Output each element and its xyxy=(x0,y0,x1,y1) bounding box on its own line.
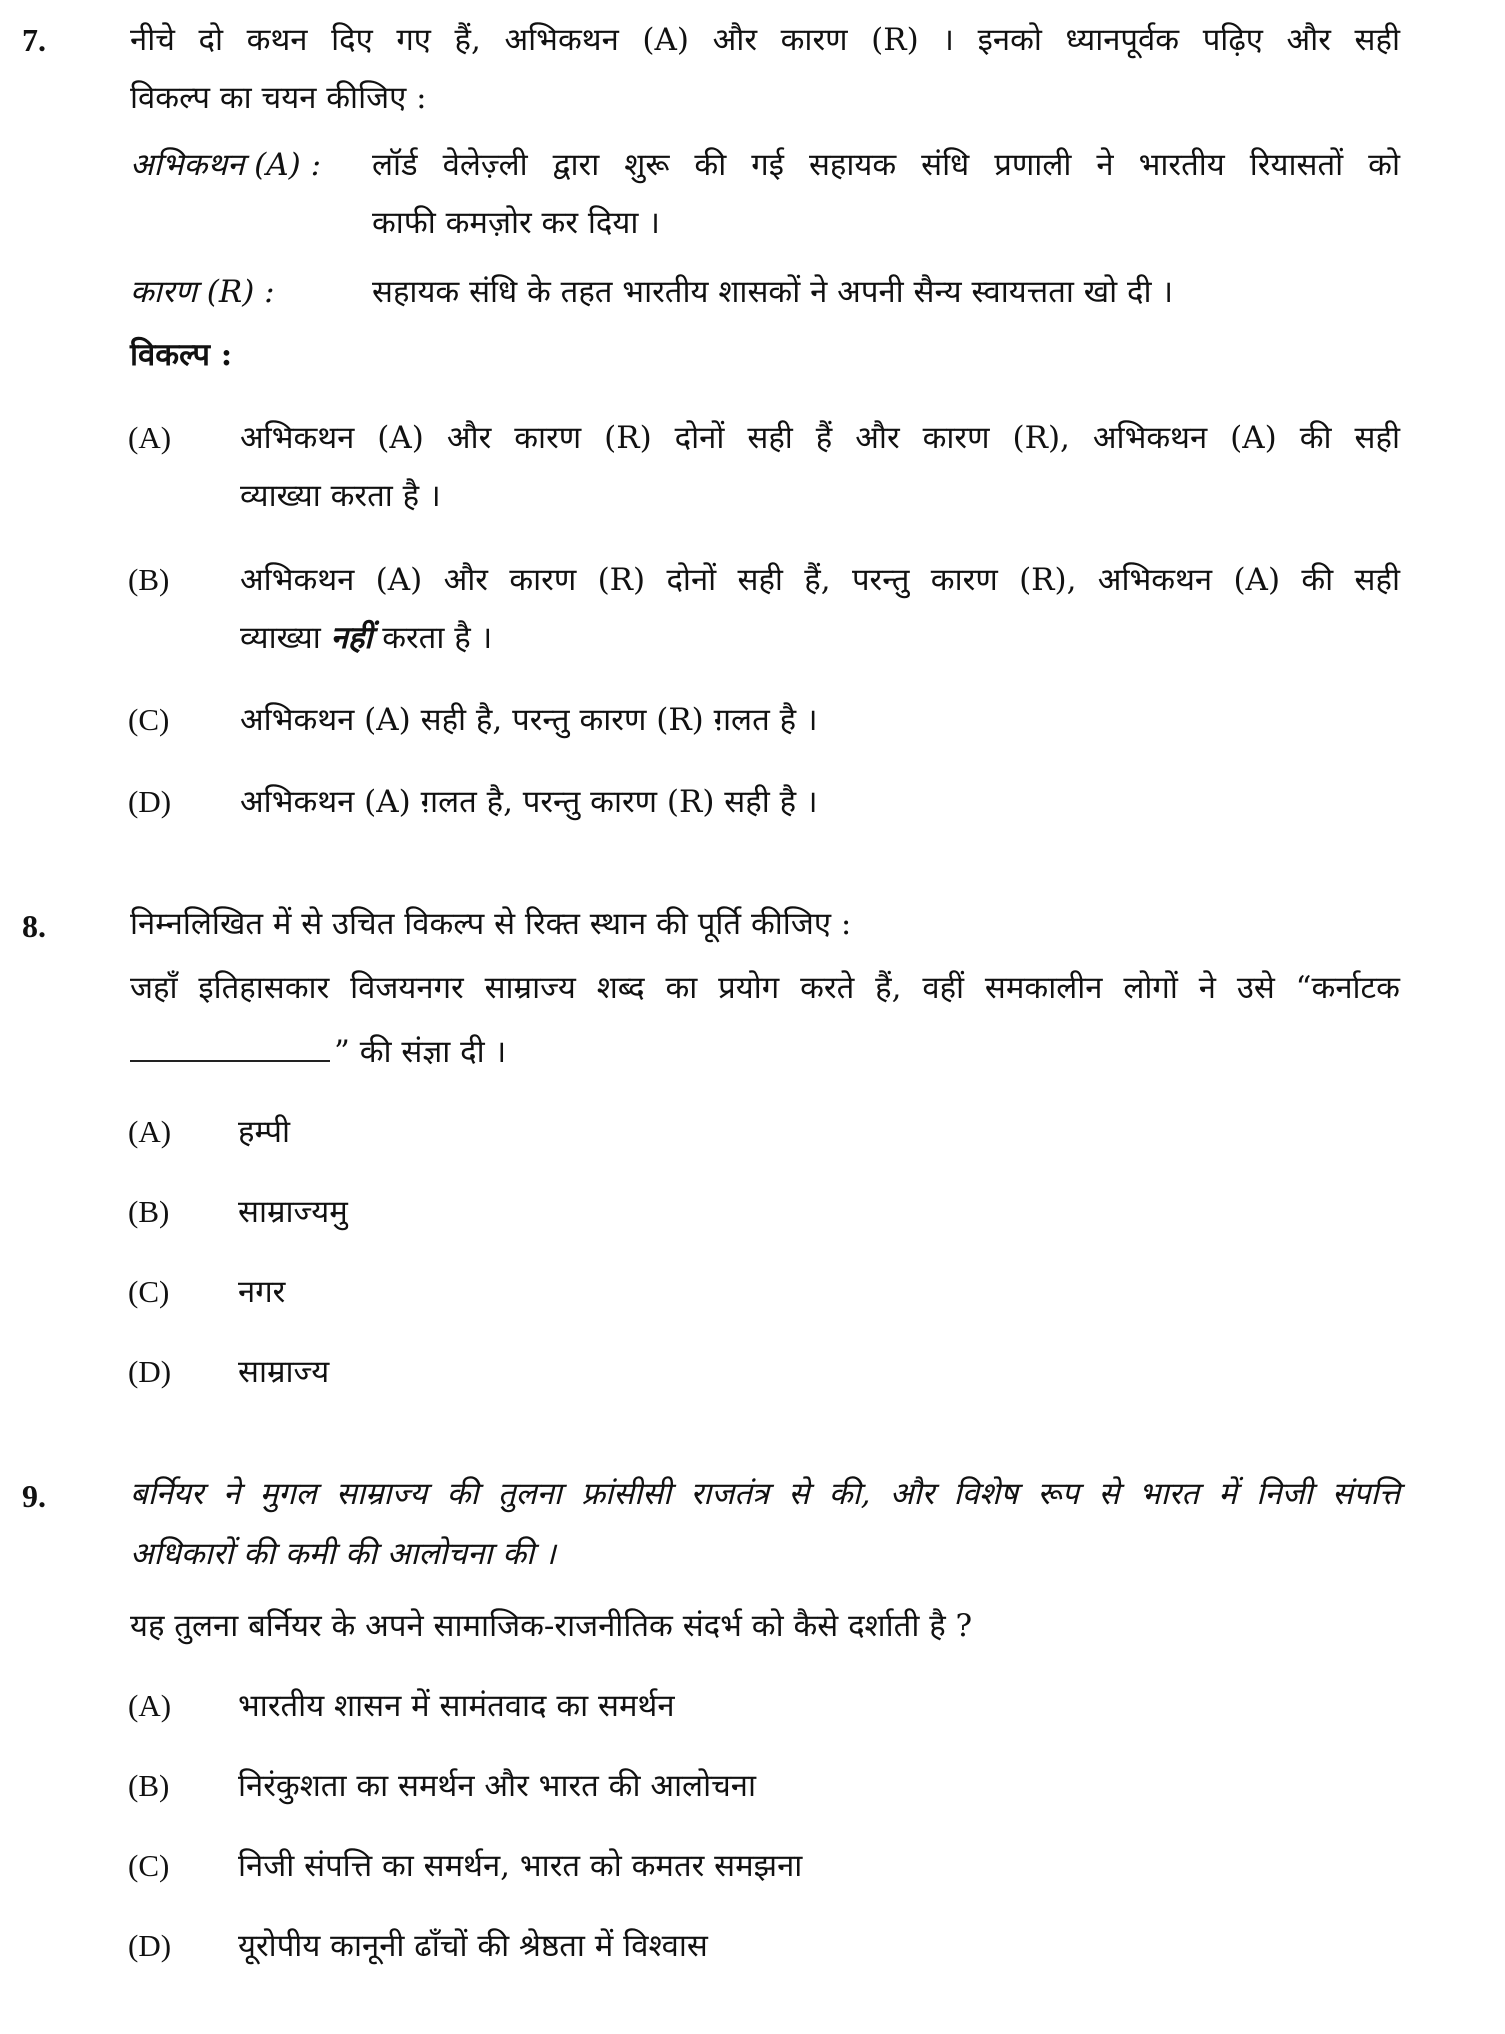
question-number: 8. xyxy=(22,908,46,944)
option-text: अभिकथन (A) और कारण (R) दोनों सही हैं, परन्तु कारण (R), अभिकथन (A) की सही xyxy=(240,562,1400,598)
assertion-text: लॉर्ड वेलेज़्ली द्वारा शुरू की गई सहायक संधि प्रणाली ने भारतीय रियासतों को xyxy=(372,147,1400,183)
option-label: (C) xyxy=(128,1274,170,1309)
blank-space xyxy=(130,1030,330,1062)
option-text-continued: व्याख्या करता है । xyxy=(240,478,441,514)
options-heading: विकल्प : xyxy=(130,337,233,373)
option-text-part: करता है । xyxy=(382,620,493,656)
question-stem-tail: ” की संज्ञा दी । xyxy=(334,1034,507,1070)
option-label: (B) xyxy=(128,1768,170,1803)
question-prompt: यह तुलना बर्नियर के अपने सामाजिक-राजनीतिक संदर्भ को कैसे दर्शाती है ? xyxy=(130,1608,973,1644)
option-label: (C) xyxy=(128,702,170,737)
option-label: (D) xyxy=(128,1928,172,1963)
question-stem: बर्नियर ने मुगल साम्राज्य की तुलना फ्रांसीसी राजतंत्र से की, और विशेष रूप से भारत में निजी संपत्ति xyxy=(130,1476,1400,1512)
question-stem-continued: विकल्प का चयन कीजिए : xyxy=(130,80,427,116)
assertion-label: अभिकथन (A) : xyxy=(130,147,322,183)
option-text: हम्पी xyxy=(238,1114,290,1150)
assertion-text-continued: काफी कमज़ोर कर दिया । xyxy=(372,205,660,241)
option-label: (B) xyxy=(128,562,170,597)
option-text: भारतीय शासन में सामंतवाद का समर्थन xyxy=(238,1688,675,1724)
option-label: (A) xyxy=(128,1114,172,1149)
option-text: यूरोपीय कानूनी ढाँचों की श्रेष्ठता में विश्वास xyxy=(238,1928,708,1964)
question-stem-continued: जहाँ इतिहासकार विजयनगर साम्राज्य शब्द का प्रयोग करते हैं, वहीं समकालीन लोगों ने उसे “कर्नाटक xyxy=(130,970,1400,1006)
question-stem: निम्नलिखित में से उचित विकल्प से रिक्त स्थान की पूर्ति कीजिए : xyxy=(130,906,852,942)
option-text: अभिकथन (A) ग़लत है, परन्तु कारण (R) सही है । xyxy=(240,784,818,820)
option-text-part: व्याख्या xyxy=(240,620,321,656)
option-text: अभिकथन (A) सही है, परन्तु कारण (R) ग़लत है । xyxy=(240,702,818,738)
option-text-continued xyxy=(240,618,492,658)
emphasis-not: नहीं xyxy=(330,620,373,656)
option-label: (A) xyxy=(128,1688,172,1723)
reason-text: सहायक संधि के तहत भारतीय शासकों ने अपनी सैन्य स्वायत्तता खो दी । xyxy=(372,274,1174,310)
option-label: (B) xyxy=(128,1194,170,1229)
fill-blank-line xyxy=(130,1030,506,1072)
question-number: 7. xyxy=(22,22,46,58)
option-text: निरंकुशता का समर्थन और भारत की आलोचना xyxy=(238,1768,757,1804)
option-label: (D) xyxy=(128,1354,172,1389)
option-label: (D) xyxy=(128,784,172,819)
option-label: (A) xyxy=(128,420,172,455)
question-stem-continued: अधिकारों की कमी की आलोचना की । xyxy=(130,1536,556,1572)
option-label: (C) xyxy=(128,1848,170,1883)
option-text: साम्राज्यमु xyxy=(238,1194,348,1230)
question-stem: नीचे दो कथन दिए गए हैं, अभिकथन (A) और कारण (R) । इनको ध्यानपूर्वक पढ़िए और सही xyxy=(130,22,1400,58)
option-text: निजी संपत्ति का समर्थन, भारत को कमतर समझना xyxy=(238,1848,803,1884)
option-text: नगर xyxy=(238,1274,286,1310)
option-text: अभिकथन (A) और कारण (R) दोनों सही हैं और कारण (R), अभिकथन (A) की सही xyxy=(240,420,1400,456)
reason-label: कारण (R) : xyxy=(130,274,275,310)
question-number: 9. xyxy=(22,1478,46,1514)
option-text: साम्राज्य xyxy=(238,1354,330,1390)
